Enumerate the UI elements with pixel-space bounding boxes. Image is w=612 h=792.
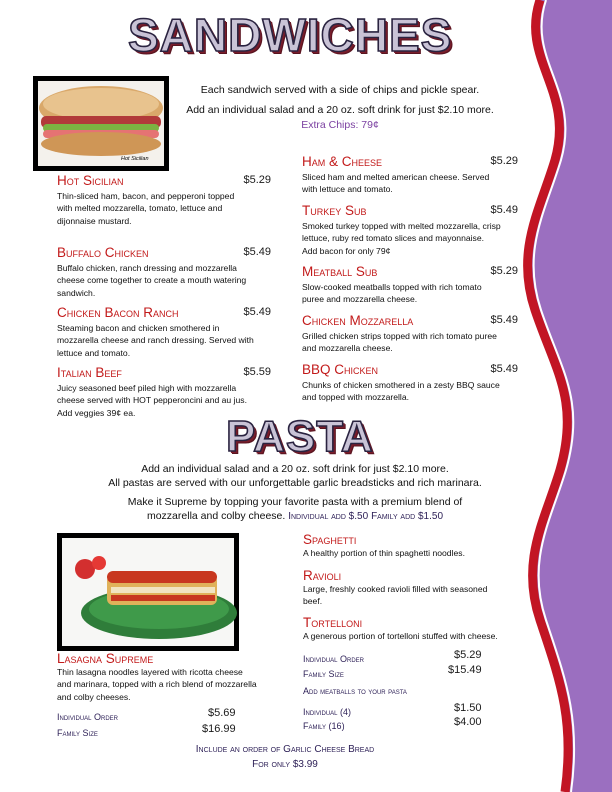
- item-description: Smoked turkey topped with melted mozzarella, crisp lettuce, ruby red tomato slices and mayonnaise. Add bacon for only 79¢: [302, 221, 501, 256]
- item-name: BBQ Chicken: [302, 362, 379, 377]
- item-name: Italian Beef: [57, 365, 122, 380]
- sandwich-right-column: [302, 153, 524, 410]
- sandwiches-title: SANDWICHES: [128, 9, 453, 61]
- item-name: Buffalo Chicken: [57, 245, 149, 260]
- pasta-title: PASTA: [226, 412, 374, 461]
- menu-item: [57, 304, 275, 364]
- menu-item: [302, 202, 524, 263]
- lasagna-item: [57, 651, 277, 739]
- item-price: $5.29: [490, 155, 518, 167]
- pasta-intro-line1: Add an individual salad and a 20 oz. soft drink for just $2.10 more.: [141, 463, 449, 475]
- individual-order-price: $5.29: [454, 649, 482, 661]
- item-price: $5.49: [490, 314, 518, 326]
- menu-item: [302, 153, 524, 202]
- lasagna-size-row: [57, 707, 277, 723]
- item-price: $5.49: [243, 306, 271, 318]
- sandwiches-intro-line2: Add an individual salad and a 20 oz. soft drink for just $2.10 more.: [186, 104, 494, 116]
- item-description: Grilled chicken strips topped with rich tomato puree and mozzarella cheese.: [302, 331, 497, 354]
- meatball-individual-price: $1.50: [454, 702, 482, 714]
- item-description: Steaming bacon and chicken smothered in mozzarella cheese and ranch dressing. Served with lettuce and tomato.: [57, 323, 254, 358]
- lasagna-individual-label: Individual Order: [57, 711, 119, 722]
- item-description: Juicy seasoned beef piled high with mozzarella cheese served with HOT pepperoncini and au jus. Add veggies 39¢ ea.: [57, 383, 247, 418]
- item-description: A generous portion of tortelloni stuffed with cheese.: [303, 631, 498, 641]
- item-price: $5.29: [490, 265, 518, 277]
- photo-caption: Hot Sicilian: [121, 156, 149, 162]
- meatball-family-price: $4.00: [454, 716, 482, 728]
- item-name: Turkey Sub: [302, 203, 367, 218]
- item-description: Sliced ham and melted american cheese. Served with lettuce and tomato.: [302, 172, 490, 195]
- supreme-family-add: Family add $1.50: [371, 510, 444, 522]
- pasta-size-row: [303, 649, 533, 664]
- menu-item: [57, 172, 275, 244]
- menu-item: [302, 312, 524, 361]
- meatball-row: [303, 716, 533, 730]
- sandwiches-intro: [170, 83, 510, 133]
- item-description: Large, freshly cooked ravioli filled with seasoned beef.: [303, 584, 488, 607]
- lasagna-family-label: Family Size: [57, 727, 98, 738]
- menu-item: [303, 532, 533, 568]
- item-description: A healthy portion of thin spaghetti noodles.: [303, 548, 465, 558]
- menu-item: [302, 361, 524, 410]
- family-size-label: Family Size: [303, 669, 344, 679]
- menu-item: [303, 615, 533, 649]
- meatballs-title: Add meatballs to your pasta: [303, 686, 407, 696]
- item-price: $5.59: [243, 366, 271, 378]
- lasagna-family-price: $16.99: [202, 722, 236, 735]
- menu-item: [303, 568, 533, 615]
- item-name: Ham & Cheese: [302, 154, 383, 169]
- item-name: Ravioli: [303, 568, 342, 583]
- item-description: Slow-cooked meatballs topped with rich tomato puree and mozzarella cheese.: [302, 282, 482, 305]
- sandwich-photo: [33, 76, 169, 171]
- meatball-individual-label: Individual (4): [303, 707, 352, 717]
- supreme-line2: mozzarella and colby cheese. Individual add $.50 Family add $1.50: [146, 509, 444, 522]
- menu-item: [302, 263, 524, 312]
- item-price: $5.49: [490, 204, 518, 216]
- garlic-bread-line2: For only $3.99: [252, 759, 318, 770]
- lasagna-size-row: [57, 723, 277, 739]
- item-name: Chicken Mozzarella: [302, 313, 414, 328]
- item-description: Buffalo chicken, ranch dressing and mozzarella cheese come together to create a mouth watering sandwich.: [57, 263, 247, 298]
- pasta-right-column: [303, 532, 533, 730]
- item-price: $5.49: [490, 363, 518, 375]
- individual-order-label: Individual Order: [303, 654, 365, 664]
- pasta-intro: [75, 463, 515, 523]
- item-name: Spaghetti: [303, 532, 357, 547]
- item-price: $5.49: [243, 246, 271, 258]
- supreme-individual-add: Individual add $.50: [288, 510, 369, 522]
- family-size-price: $15.49: [448, 664, 482, 676]
- item-description: Thin lasagna noodles layered with ricotta cheese and marinara, topped with a rich blend of mozzarella and colby cheeses.: [57, 667, 257, 702]
- item-description: Thin-sliced ham, bacon, and pepperoni topped with melted mozzarella, tomato, lettuce and dijonnaise mustard.: [57, 191, 235, 226]
- item-name: Chicken Bacon Ranch: [57, 305, 179, 320]
- pasta-size-row: [303, 664, 533, 686]
- meatball-family-label: Family (16): [303, 721, 345, 731]
- pasta-intro-line2: All pastas are served with our unforgettable garlic breadsticks and rich marinara.: [108, 476, 482, 489]
- sandwiches-intro-line1: Each sandwich served with a side of chips and pickle spear.: [200, 84, 480, 96]
- item-name: Hot Sicilian: [57, 173, 124, 188]
- lasagna-photo: [57, 533, 239, 651]
- menu-item: [57, 244, 275, 304]
- item-name: Meatball Sub: [302, 264, 378, 279]
- item-price: $5.29: [243, 174, 271, 186]
- extra-chips: Extra Chips: 79¢: [301, 119, 379, 131]
- meatball-row: [303, 702, 533, 716]
- lasagna-individual-price: $5.69: [208, 706, 236, 719]
- garlic-bread-offer: [140, 742, 430, 772]
- garlic-bread-line1: Include an order of Garlic Cheese Bread: [195, 744, 375, 755]
- supreme-line1: Make it Supreme by topping your favorite pasta with a premium blend of: [127, 496, 463, 508]
- item-description: Chunks of chicken smothered in a zesty BBQ sauce and topped with mozzarella.: [302, 380, 500, 403]
- item-name: Lasagna Supreme: [57, 651, 154, 666]
- item-name: Tortelloni: [303, 615, 363, 630]
- sandwich-left-column: [57, 172, 275, 424]
